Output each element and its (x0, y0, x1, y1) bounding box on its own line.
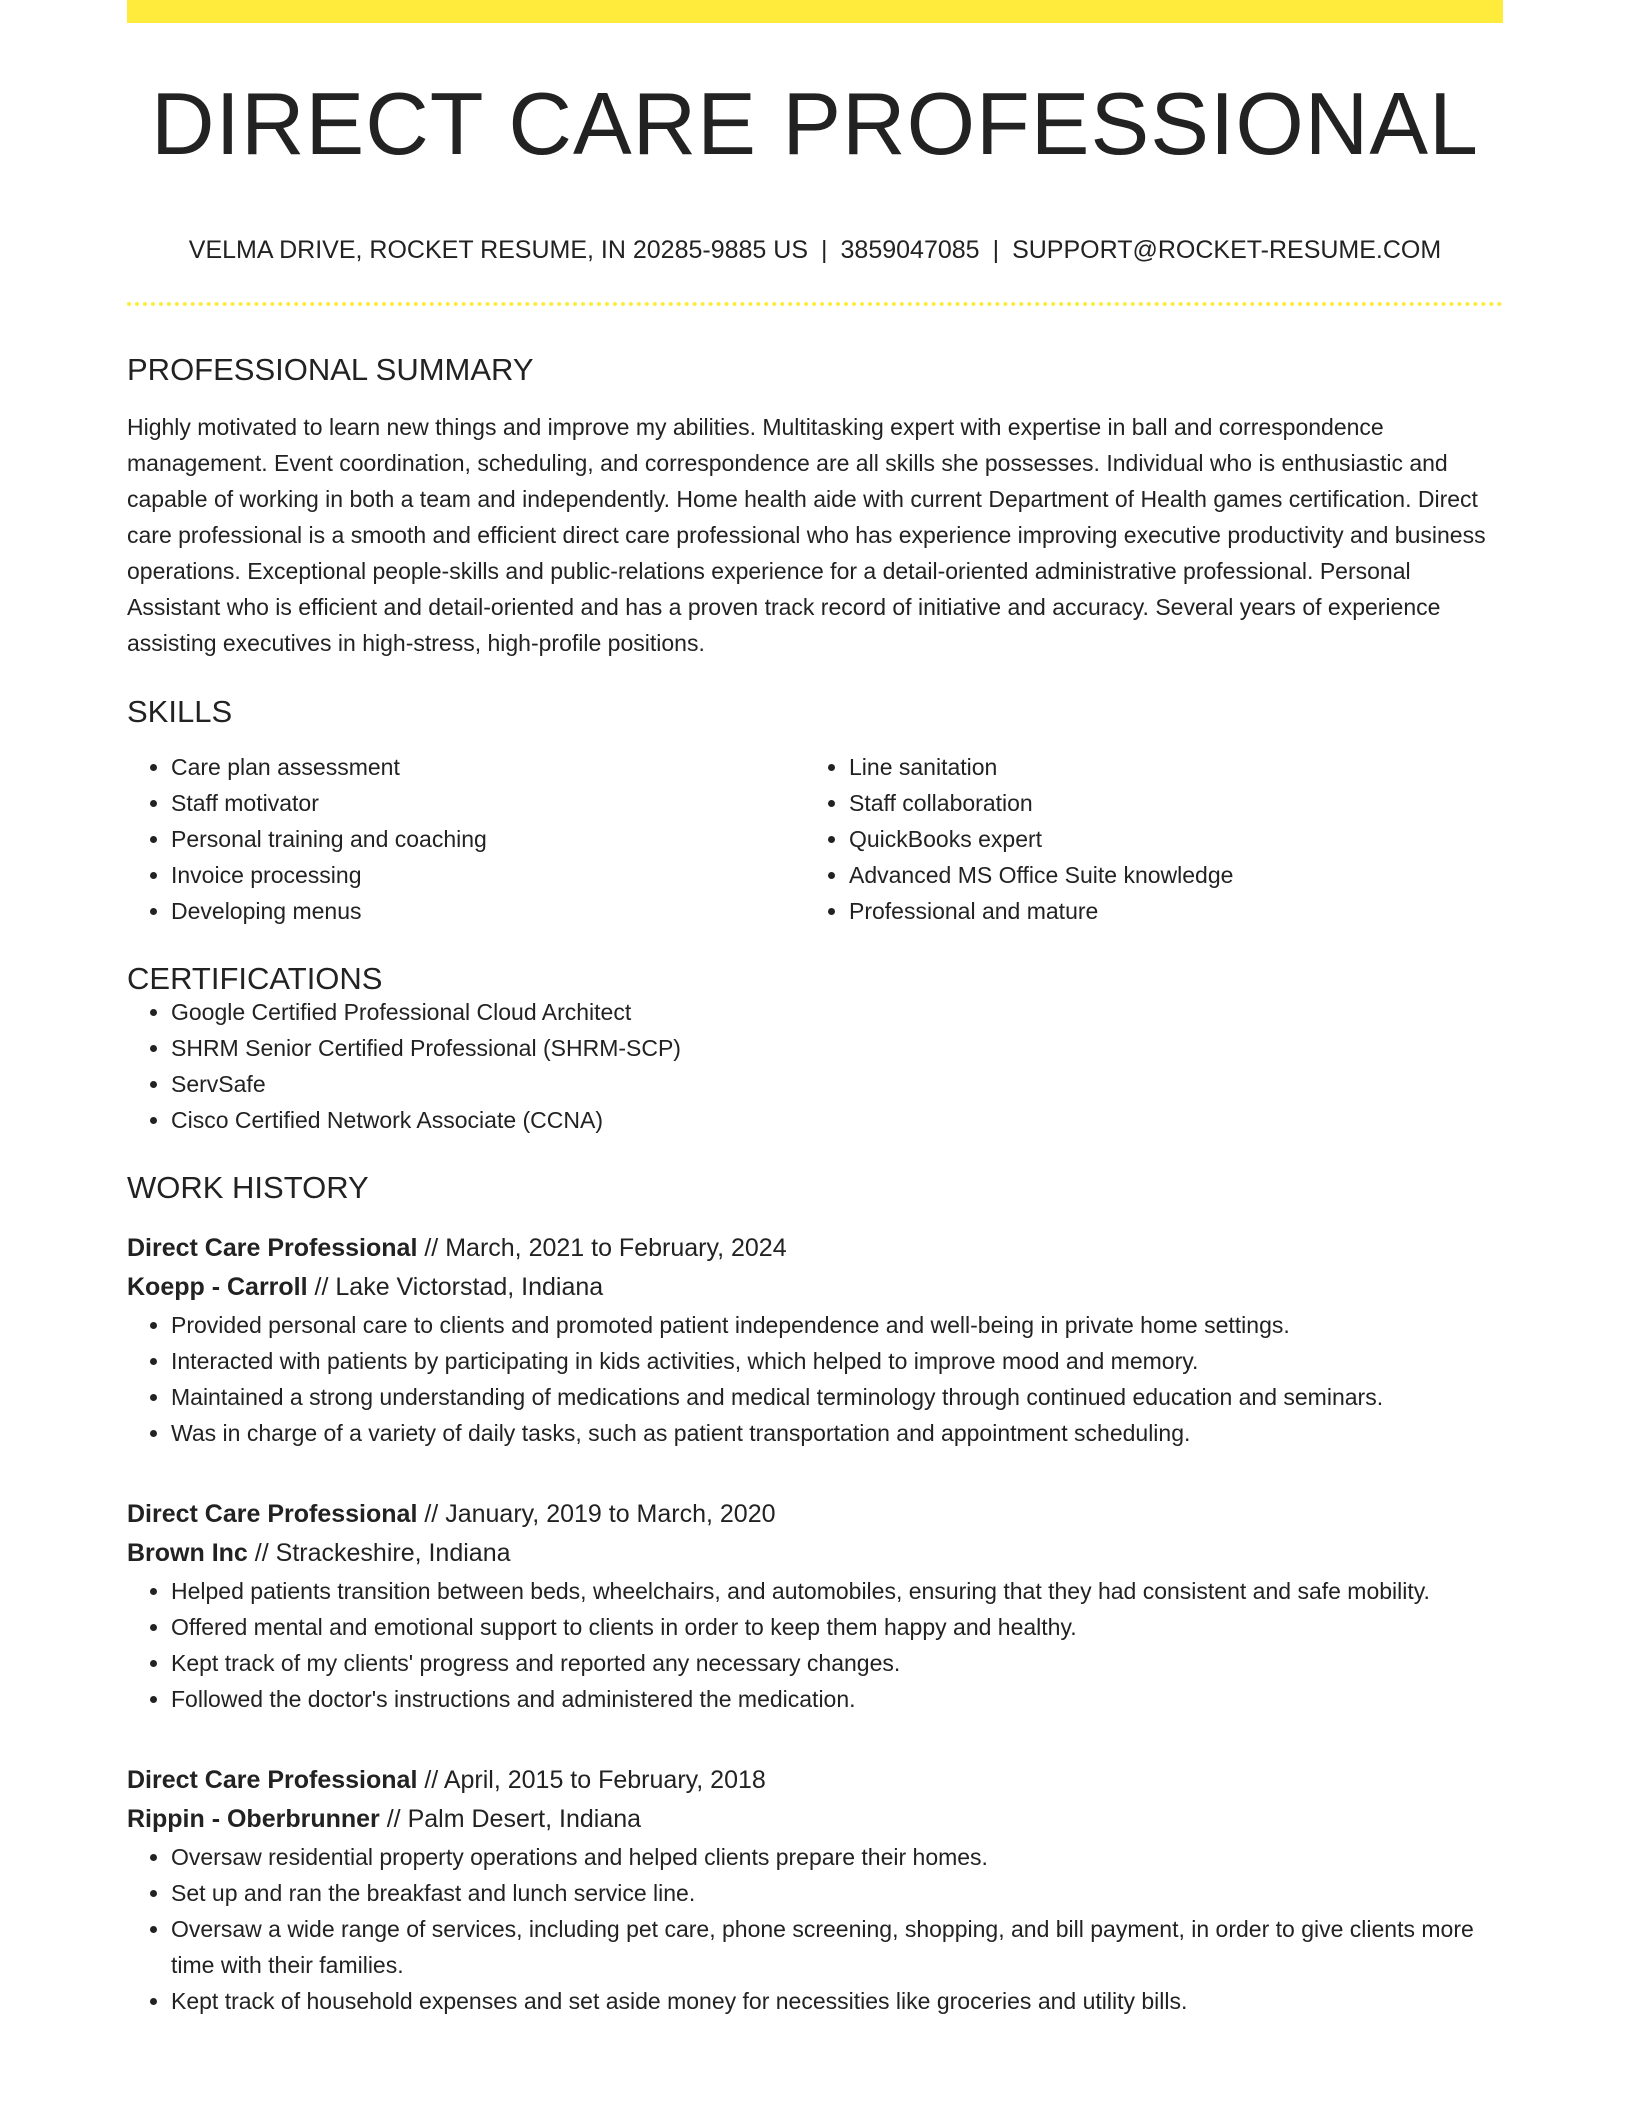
job-entry (127, 1495, 1503, 1717)
certification-item: • SHRM Senior Certified Professional (SHRM-SCP) (171, 1030, 1503, 1066)
job-dates: January, 2019 to March, 2020 (445, 1500, 776, 1528)
job-location: Strackeshire, Indiana (275, 1539, 511, 1567)
job-bullet: • Oversaw a wide range of services, including pet care, phone screening, shopping, and bill payment, in order to give clients more time with their families. (171, 1911, 1503, 1983)
job-bullet-list (127, 1573, 1503, 1717)
job-separator: // (424, 1234, 439, 1262)
certifications-list (127, 994, 1503, 1138)
skills-heading: SKILLS (127, 694, 233, 729)
job-separator: // (424, 1766, 439, 1794)
job-separator: // (254, 1539, 269, 1567)
job-entry (127, 1229, 1503, 1451)
job-bullet: • Interacted with patients by participating in kids activities, which helped to improve mood and memory. (171, 1343, 1503, 1379)
job-bullet: • Kept track of household expenses and set aside money for necessities like groceries and utility bills. (171, 1983, 1503, 2019)
job-role: Direct Care Professional (127, 1234, 418, 1262)
skill-item: • Professional and mature (849, 893, 1483, 929)
job-bullet: • Followed the doctor's instructions and administered the medication. (171, 1681, 1503, 1717)
resume-title: DIRECT CARE PROFESSIONAL (151, 74, 1479, 173)
summary-heading: PROFESSIONAL SUMMARY (127, 352, 534, 387)
work-history-heading: WORK HISTORY (127, 1170, 369, 1205)
job-role-line (127, 1229, 1503, 1268)
resume-page (127, 0, 1503, 2019)
job-company: Brown Inc (127, 1539, 248, 1567)
job-bullet: • Helped patients transition between beds, wheelchairs, and automobiles, ensuring that they had consistent and safe mobility. (171, 1573, 1503, 1609)
job-separator: // (386, 1805, 401, 1833)
job-bullet: • Set up and ran the breakfast and lunch service line. (171, 1875, 1503, 1911)
job-dates: April, 2015 to February, 2018 (443, 1766, 766, 1794)
job-company-line (127, 1534, 1503, 1573)
skill-item: • Care plan assessment (171, 749, 805, 785)
job-bullet: • Oversaw residential property operations and helped clients prepare their homes. (171, 1839, 1503, 1875)
job-role-line (127, 1761, 1503, 1800)
contact-separator: | (821, 236, 828, 264)
certification-item: • Cisco Certified Network Associate (CCNA) (171, 1102, 1503, 1138)
job-bullet: • Was in charge of a variety of daily tasks, such as patient transportation and appointment scheduling. (171, 1415, 1503, 1451)
skills-left-list (127, 749, 805, 929)
contact-address: VELMA DRIVE, ROCKET RESUME, IN 20285-9885 US (188, 236, 809, 264)
skill-item: • Staff collaboration (849, 785, 1483, 821)
job-separator: // (314, 1273, 329, 1301)
job-role: Direct Care Professional (127, 1500, 418, 1528)
summary-text: Highly motivated to learn new things and improve my abilities. Multitasking expert with expertise in ball and correspondence management. Event coordination, scheduling, and correspondence are all skills she possesses. Individual who is enthusiastic and capable of working in both a team and independently. Home health aide with current Department of Health games certification. Direct care professional is a smooth and efficient direct care professional who has experience improving executive productivity and business operations. Exceptional people-skills and public-relations experience for a detail-oriented administrative professional. Personal Assistant who is efficient and detail-oriented and has a proven track record of initiative and accuracy. Several years of experience assisting executives in high-stress, high-profile positions. (127, 414, 1486, 656)
job-company-line (127, 1268, 1503, 1307)
certifications-heading: CERTIFICATIONS (127, 961, 383, 996)
skill-item: • Personal training and coaching (171, 821, 805, 857)
job-bullet-list (127, 1307, 1503, 1451)
job-dates: March, 2021 to February, 2024 (445, 1234, 787, 1262)
dotted-divider (127, 302, 1503, 306)
skill-item: • Developing menus (171, 893, 805, 929)
job-role-line (127, 1495, 1503, 1534)
contact-phone: 3859047085 (840, 236, 980, 264)
job-bullet: • Provided personal care to clients and promoted patient independence and well-being in private home settings. (171, 1307, 1503, 1343)
contact-separator: | (992, 236, 1000, 264)
skill-item: • QuickBooks expert (849, 821, 1483, 857)
job-role: Direct Care Professional (127, 1766, 418, 1794)
job-location: Lake Victorstad, Indiana (335, 1273, 604, 1301)
job-location: Palm Desert, Indiana (407, 1805, 642, 1833)
job-bullet-list (127, 1839, 1503, 2019)
skill-item: • Staff motivator (171, 785, 805, 821)
job-bullet: • Kept track of my clients' progress and reported any necessary changes. (171, 1645, 1503, 1681)
certification-item: • ServSafe (171, 1066, 1503, 1102)
skills-right-list (805, 749, 1483, 929)
skills-grid (127, 749, 1503, 929)
job-bullet: • Maintained a strong understanding of medications and medical terminology through continued education and seminars. (171, 1379, 1503, 1415)
job-entry (127, 1761, 1503, 2019)
job-company: Rippin - Oberbrunner (127, 1805, 380, 1833)
job-company: Koepp - Carroll (127, 1273, 308, 1301)
job-company-line (127, 1800, 1503, 1839)
job-separator: // (424, 1500, 439, 1528)
skill-item: • Invoice processing (171, 857, 805, 893)
accent-top-bar (127, 0, 1503, 23)
skill-item: • Advanced MS Office Suite knowledge (849, 857, 1483, 893)
contact-line (127, 238, 1503, 263)
certification-item: • Google Certified Professional Cloud Architect (171, 994, 1503, 1030)
job-bullet: • Offered mental and emotional support to clients in order to keep them happy and healthy. (171, 1609, 1503, 1645)
skill-item: • Line sanitation (849, 749, 1483, 785)
contact-email: SUPPORT@ROCKET-RESUME.COM (1012, 236, 1442, 264)
